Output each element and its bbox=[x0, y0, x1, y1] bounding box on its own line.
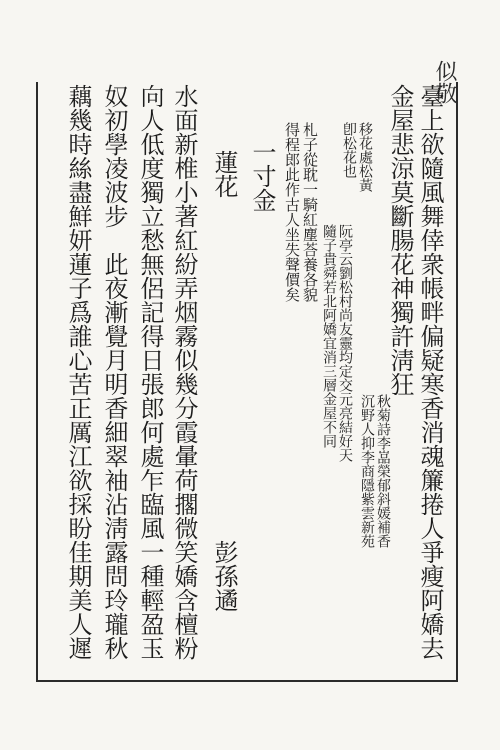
poem-title: 蓮花 bbox=[210, 150, 238, 198]
annotation-line: 秋菊詩李嵓榮郁斜媛補香 bbox=[375, 394, 391, 548]
annotation-column-3 bbox=[360, 394, 390, 548]
text-column-10: 奴初學凌波步 此夜漸覺月明香細翠袖沾淸露問玲瓏秋 bbox=[100, 84, 128, 660]
text-column-8: 水面新椎小著紅紛弄烟霧似幾分霞暈荷擱微笑嬌含檀粉 bbox=[170, 84, 198, 660]
text-column-9: 向人低度獨立愁無侶記得日張郎何處乍臨風一種輕盈玉 bbox=[136, 84, 164, 660]
annotation-column-4a bbox=[342, 122, 372, 192]
annotation-line: 阮亭云劉松村尚友靈均定交元亮結好天 bbox=[337, 224, 353, 462]
annotation-column-5a: 札子從耽一騎紅塵荅養各貌 bbox=[301, 122, 319, 302]
annotation-line: 沉野人抑李商隱紫雲新苑 bbox=[359, 394, 375, 548]
annotation-column-5b: 得程郎此作古人坐失聲價矣 bbox=[283, 122, 301, 302]
text-column-1: 臺上欲隨風舞倖衆帳畔偏疑寒香消魂簾捲人爭瘦阿嬌去 bbox=[416, 84, 444, 660]
poem-author: 彭孫遹 bbox=[210, 540, 238, 612]
annotation-line: 隨子貴舜若北阿嬌宜消三層金屋不同 bbox=[321, 224, 337, 448]
annotation-column-4b bbox=[322, 224, 352, 462]
annotation-line: 卽松花也 bbox=[341, 122, 357, 178]
text-column-2: 金屋悲涼莫斷腸花神獨許淸狂 bbox=[386, 84, 414, 396]
annotation-line: 移花處松黃 bbox=[357, 122, 373, 192]
top-corner-chars: 似敬 bbox=[432, 60, 457, 104]
tune-name: 一寸金 bbox=[248, 140, 276, 212]
text-column-11: 藕幾時絲盡鮮妍蓮子爲誰心苦正厲江欲採盼佳期美人遲 bbox=[64, 84, 92, 660]
